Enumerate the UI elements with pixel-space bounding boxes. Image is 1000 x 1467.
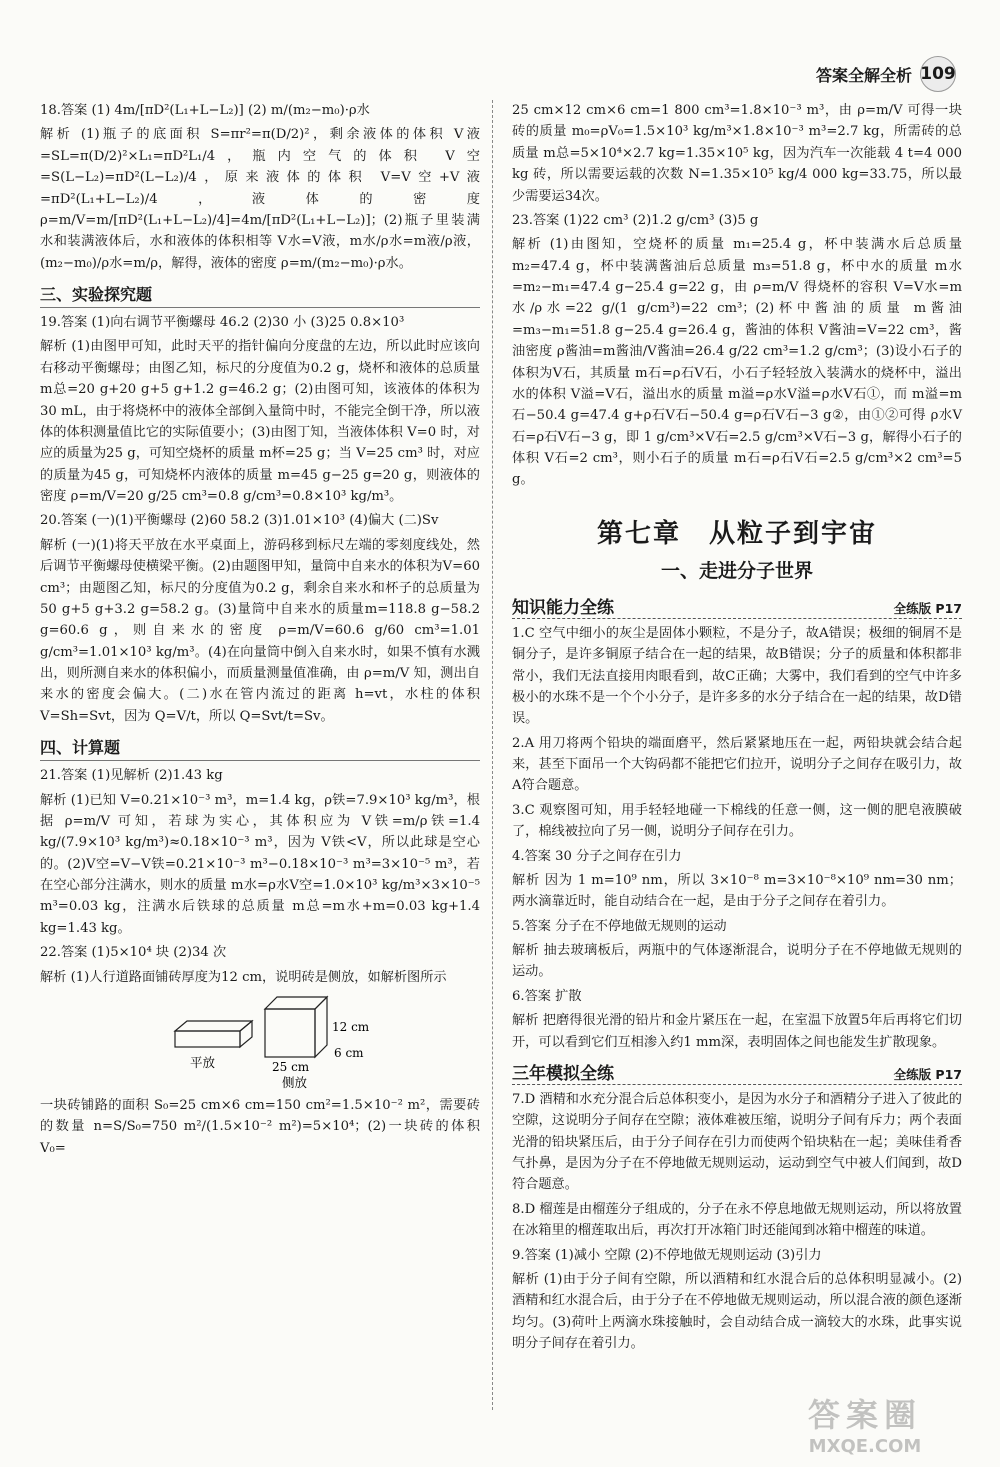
q3-answer: 3.C 观察图可知，用手轻轻地碰一下棉线的任意一侧，这一侧的肥皂液膜破了，棉线被拉向了另一侧，说明分子间存在引力。 (512, 802, 962, 840)
right-column (512, 100, 962, 1357)
q1-answer: 1.C 空气中细小的灰尘是固体小颗粒，不是分子，故A错误；极细的铜屑不是铜分子，是许多铜原子结合在一起的结果，故B错误；分子的质量和体积都非常小，我们无法直接用肉眼看到，故C正确；大雾中，我们看到的空气中许多极小的水珠不是一个个小分子，是许多多的水分子结合在一起的结果，故D错误。 (512, 625, 962, 727)
side-brick-shape (265, 997, 327, 1057)
site-watermark (760, 1393, 970, 1457)
q18-analysis: 解析 (1)瓶子的底面积 S=πr²=π(D/2)²，剩余液体的体积 V液=SL=π(D/2)²×L₁=πD²L₁/4，瓶内空气的体积 V空=S(L−L₂)=πD²(L−L₂)/4，原来液体的体积 V=V空+V液=πD²(L₁+L−L₂)/4，液体的密度 ρ=m/V=m/[πD²(L₁+L−L₂)/4]=4m/[πD²(L₁+L−L₂)]；(2)瓶子里装满水和装满液体后，水和液体的体积相等 V水=V液，m水/ρ水=m液/ρ液，(m₂−m₀)/ρ水=m/ρ，解得，液体的密度 ρ=m/(m₂−m₀)·ρ水。 (40, 127, 480, 271)
caption-side: 侧放 (282, 1074, 308, 1090)
column-divider (492, 100, 493, 1410)
q21-answer: 21.答案 (1)见解析 (2)1.43 kg (40, 768, 223, 784)
three-year-practice-ref: 全练版 P17 (893, 1066, 962, 1082)
label-6cm: 6 cm (334, 1045, 364, 1060)
knowledge-practice-bar (512, 593, 962, 619)
q22-analysis-continued: 25 cm×12 cm×6 cm=1 800 cm³=1.8×10⁻³ m³，由 ρ=m/V 可得一块砖的质量 m₀=ρV₀=1.5×10³ kg/m³×1.8×10⁻³ m³=2.7 kg，所需砖的总质量 m总=5×10⁴×2.7 kg=1.35×10⁵ kg，因为汽车一次能载 4 t=4 000 kg 砖，所以需要运载的次数 N=1.35×10⁵ kg/4 000 kg=33.75，所以最少需要运34次。 (512, 103, 962, 204)
q9-answer: 9.答案 (1)减小 空隙 (2)不停地做无规则运动 (3)引力 (512, 1247, 822, 1263)
q2-answer: 2.A 用刀将两个铅块的端面磨平，然后紧紧地压在一起，两铅块就会结合起来，甚至下面吊一个大钩码都不能把它们拉开，说明分子之间存在吸引力，故A符合题意。 (512, 735, 962, 794)
chapter-title: 第七章 从粒子到宇宙 (596, 518, 877, 549)
page-header (816, 56, 956, 92)
brick-figure (40, 991, 480, 1091)
q20-answer: 20.答案 (一)(1)平衡螺母 (2)60 58.2 (3)1.01×10³ (4)偏大 (二)Sv (40, 513, 439, 529)
q20-analysis: 解析 (一)(1)将天平放在水平桌面上，游码移到标尺左端的零刻度线处，然后调节平衡螺母使横梁平衡。(2)由题图甲知，量筒中自来水的体积为V=60 cm³；由题图乙知，标尺的分度值为0.2 g，剩余自来水和杯子的总质量为50 g+5 g+3.2 g=58.2 g。(3)量筒中自来水的质量m=118.8 g−58.2 g=60.6 g，则自来水的密度 ρ=m/V=60.6 g/60 cm³=1.01 g/cm³=1.01×10³ kg/m³。(4)在向量筒中倒入自来水时，如果不慎有水溅出，则所测自来水的体积偏小，而质量测量值准确，由 ρ=m/V 知，测出自来水的密度会偏大。(二)水在管内流过的距离 h=vt，水柱的体积 V=Sh=Svt，因为 Q=V/t，所以 Q=Svt/t=Sv。 (40, 537, 480, 724)
q18-answer: 18.答案 (1) 4m/[πD²(L₁+L−L₂)] (2) m/(m₂−m₀)·ρ水 (40, 103, 370, 118)
three-year-practice-title: 三年模拟全练 (512, 1063, 614, 1084)
watermark-logo-text: 答案圈 (807, 1395, 922, 1434)
brick-diagram (40, 991, 480, 1091)
q6-analysis: 解析 把磨得很光滑的铅片和金片紧压在一起，在室温下放置5年后再将它们切开，可以看到它们互相渗入约1 mm深，表明固体之间也能发生扩散现象。 (512, 1013, 962, 1050)
three-year-practice-bar (512, 1059, 962, 1085)
q21-analysis: 解析 (1)已知 V=0.21×10⁻³ m³，m=1.4 kg，ρ铁=7.9×10³ kg/m³，根据 ρ=m/V 可知，若球为实心，其体积应为 V铁=m/ρ铁=1.4 kg/(7.9×10³ kg/m³)≈0.18×10⁻³ m³，因为 V铁<V，所以此球是空心的。(2)V空=V−V铁=0.21×10⁻³ m³−0.18×10⁻³ m³=3×10⁻⁵ m³，若在空心部分注满水，则水的质量 m水=ρ水V空=1.0×10³ kg/m³×3×10⁻⁵ m³=0.03 kg，注满水后铁球的总质量 m总=m水+m=0.03 kg+1.4 kg=1.43 kg。 (40, 792, 480, 936)
q5-analysis: 解析 抽去玻璃板后，两瓶中的气体逐渐混合，说明分子在不停地做无规则的运动。 (512, 943, 962, 980)
page-number-badge: 109 (920, 56, 956, 92)
q7-answer: 7.D 酒精和水充分混合后总体积变小，是因为水分子和酒精分子进入了彼此的空隙，这说明分子间存在空隙；液体难被压缩，说明分子间有斥力；两个表面光滑的铅块紧压后，由于分子间存在引力而使两个铅块粘在一起；美味佳肴香气扑鼻，是因为分子在不停地做无规则运动，运动到空气中被人们闻到，故D符合题意。 (512, 1091, 962, 1193)
q6-answer: 6.答案 扩散 (512, 988, 582, 1004)
q19-analysis: 解析 (1)由图甲可知，此时天平的指针偏向分度盘的左边，所以此时应该向右移动平衡螺母；由图乙知，标尺的分度值为0.2 g，烧杯和液体的总质量 m总=20 g+20 g+5 g+1.2 g=46.2 g；(2)由图可知，该液体的体积为30 mL，由于将烧杯中的液体全部倒入量筒中时，不能完全倒干净，所以液体的体积测量值比它的实际值要小；(3)由图丁知，当液体体积 V=0 时，对应的质量为25 g，可知空烧杯的质量 m杯=25 g；当 V=25 cm³ 时，对应的质量为45 g，可知烧杯内液体的质量 m=45 g−25 g=20 g，则液体的密度 ρ=m/V=20 g/25 cm³=0.8 g/cm³=0.8×10³ kg/m³。 (40, 339, 480, 504)
q22-analysis-part2: 一块砖铺路的面积 S₀=25 cm×6 cm=150 cm²=1.5×10⁻² m²，需要砖的数量 n=S/S₀=750 m²/(1.5×10⁻² m²)=5×10⁴；(2)一块砖的体积 V₀= (40, 1097, 480, 1156)
label-25cm: 25 cm (272, 1059, 310, 1074)
watermark-url: MXQE.COM (808, 1435, 922, 1457)
caption-flat: 平放 (190, 1054, 216, 1070)
section-experiment-heading: 三、实验探究题 (40, 282, 480, 308)
q4-answer: 4.答案 30 分子之间存在引力 (512, 848, 682, 864)
knowledge-practice-title: 知识能力全练 (512, 597, 614, 618)
section-calculation-heading: 四、计算题 (40, 735, 480, 761)
q5-answer: 5.答案 分子在不停地做无规则的运动 (512, 918, 727, 934)
flat-brick-shape (175, 1021, 252, 1047)
left-column (40, 100, 480, 1162)
q9-analysis: 解析 (1)由于分子间有空隙，所以酒精和红水混合后的总体积明显减小。(2)酒精和红水混合后，由于分子在不停地做无规则运动，所以混合液的颜色逐渐均匀。(3)荷叶上两滴水珠接触时，会自动结合成一滴较大的水珠，此事实说明分子间存在着引力。 (512, 1271, 962, 1351)
q23-analysis: 解析 (1)由图知，空烧杯的质量 m₁=25.4 g，杯中装满水后总质量 m₂=47.4 g，杯中装满酱油后总质量 m₃=51.8 g，杯中水的质量 m水=m₂−m₁=47.4 g−25.4 g=22 g，由 ρ=m/V 得烧杯的容积 V=V水=m水/ρ水=22 g/(1 g/cm³)=22 cm³；(2)杯中酱油的质量 m酱油=m₃−m₁=51.8 g−25.4 g=26.4 g，酱油的体积 V酱油=V=22 cm³，酱油密度 ρ酱油=m酱油/V酱油=26.4 g/22 cm³=1.2 g/cm³；(3)设小石子的体积为V石，其质量 m石=ρ石V石，小石子轻轻放入装满水的烧杯中，溢出水的体积 V溢=V石，溢出水的质量 m溢=ρ水V溢=ρ水V石①，而 m溢=m石−50.4 g=47.4 g+ρ石V石−50.4 g=ρ石V石−3 g②，由①②可得 ρ水V石=ρ石V石−3 g，即 1 g/cm³×V石=2.5 g/cm³×V石−3 g，解得小石子的体积 V石=2 cm³，则小石子的质量 m石=ρ石V石=2.5 g/cm³×2 cm³=5 g。 (512, 237, 962, 488)
chapter-subtitle: 一、走进分子世界 (660, 559, 813, 582)
q22-analysis-part1: 解析 (1)人行道路面铺砖厚度为12 cm，说明砖是侧放，如解析图所示 (40, 969, 447, 985)
q23-answer: 23.答案 (1)22 cm³ (2)1.2 g/cm³ (3)5 g (512, 212, 759, 228)
q8-answer: 8.D 榴莲是由榴莲分子组成的，分子在永不停息地做无规则运动，所以将放置在冰箱里的榴莲取出后，再次打开冰箱门时还能闻到冰箱中榴莲的味道。 (512, 1201, 962, 1239)
q22-answer: 22.答案 (1)5×10⁴ 块 (2)34 次 (40, 945, 227, 961)
label-12cm: 12 cm (332, 1019, 370, 1034)
q19-answer: 19.答案 (1)向右调节平衡螺母 46.2 (2)30 小 (3)25 0.8×10³ (40, 315, 405, 330)
header-title: 答案全解全析 (815, 65, 912, 85)
knowledge-practice-ref: 全练版 P17 (893, 600, 962, 616)
q4-analysis: 解析 因为 1 m=10⁹ nm，所以 3×10⁻⁸ m=3×10⁻⁸×10⁹ nm=30 nm；两水滴靠近时，能自动结合在一起，是由于分子之间存在着引力。 (512, 872, 962, 910)
